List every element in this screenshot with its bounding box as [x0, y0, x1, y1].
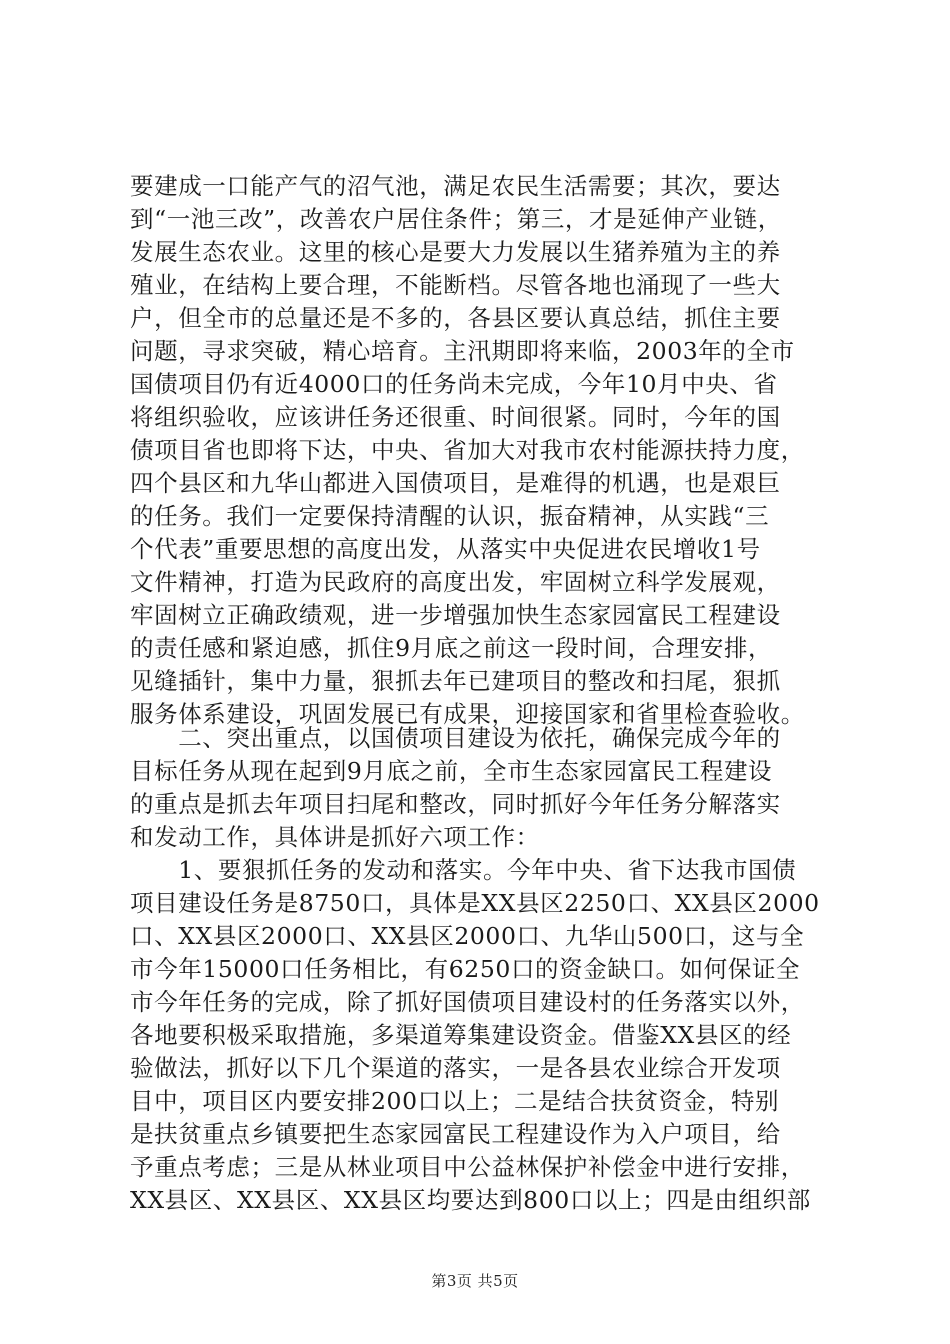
text-line: XX县区、XX县区、XX县区均要达到800口以上；四是由组织部 — [130, 1186, 811, 1214]
text-line: 目标任务从现在起到9月底之前，全市生态家园富民工程建设 — [130, 757, 773, 785]
text-line: 予重点考虑；三是从林业项目中公益林保护补偿金中进行安排， — [130, 1153, 805, 1181]
body-paragraph-1 — [130, 170, 830, 731]
text-line: 各地要积极采取措施，多渠道筹集建设资金。借鉴XX县区的经 — [130, 1021, 792, 1049]
text-line: 二、突出重点，以国债项目建设为依托，确保完成今年的 — [130, 724, 781, 752]
page-footer — [0, 1270, 950, 1291]
text-line: 验做法，抓好以下几个渠道的落实，一是各县农业综合开发项 — [130, 1054, 781, 1082]
text-line: 户，但全市的总量还是不多的，各县区要认真总结，抓住主要 — [130, 304, 781, 332]
text-line: 项目建设任务是8750口，具体是XX县区2250口、XX县区2000 — [130, 889, 820, 917]
text-line: 市今年15000口任务相比，有6250口的资金缺口。如何保证全 — [130, 955, 801, 983]
text-line: 殖业，在结构上要合理，不能断档。尽管各地也涌现了一些大 — [130, 271, 781, 299]
page-number-label: 第3页 共5页 — [431, 1272, 519, 1290]
text-line: 要建成一口能产气的沼气池，满足农民生活需要；其次，要达 — [130, 172, 781, 200]
text-line: 的任务。我们一定要保持清醒的认识，振奋精神，从实践“三 — [130, 502, 770, 530]
text-line: 服务体系建设，巩固发展已有成果，迎接国家和省里检查验收。 — [130, 700, 805, 728]
body-paragraph-2 — [130, 722, 830, 1217]
text-line: 债项目省也即将下达，中央、省加大对我市农村能源扶持力度， — [130, 436, 805, 464]
text-line: 国债项目仍有近4000口的任务尚未完成，今年10月中央、省 — [130, 370, 778, 398]
text-line: 问题，寻求突破，精心培育。主汛期即将来临，2003年的全市 — [130, 337, 795, 365]
text-line: 发展生态农业。这里的核心是要大力发展以生猪养殖为主的养 — [130, 238, 781, 266]
text-line: 文件精神，打造为民政府的高度出发，牢固树立科学发展观， — [130, 568, 781, 596]
text-line: 四个县区和九华山都进入国债项目，是难得的机遇，也是艰巨 — [130, 469, 781, 497]
text-line: 是扶贫重点乡镇要把生态家园富民工程建设作为入户项目，给 — [130, 1120, 781, 1148]
text-line: 见缝插针，集中力量，狠抓去年已建项目的整改和扫尾，狠抓 — [130, 667, 781, 695]
text-line: 个代表”重要思想的高度出发，从落实中央促进农民增收1号 — [130, 535, 761, 563]
text-line: 的重点是抓去年项目扫尾和整改，同时抓好今年任务分解落实 — [130, 790, 781, 818]
text-line: 1、要狠抓任务的发动和落实。今年中央、省下达我市国债 — [130, 856, 797, 884]
text-line: 市今年任务的完成，除了抓好国债项目建设村的任务落实以外， — [130, 988, 805, 1016]
text-line: 口、XX县区2000口、XX县区2000口、九华山500口，这与全 — [130, 922, 805, 950]
text-line: 和发动工作，具体讲是抓好六项工作： — [130, 823, 540, 851]
text-line: 牢固树立正确政绩观，进一步增强加快生态家园富民工程建设 — [130, 601, 781, 629]
text-line: 的责任感和紧迫感，抓住9月底之前这一段时间，合理安排， — [130, 634, 773, 662]
text-line: 目中，项目区内要安排200口以上；二是结合扶贫资金，特别 — [130, 1087, 780, 1115]
text-line: 到“一池三改”，改善农户居住条件；第三，才是延伸产业链， — [130, 205, 782, 233]
text-line: 将组织验收，应该讲任务还很重、时间很紧。同时，今年的国 — [130, 403, 781, 431]
